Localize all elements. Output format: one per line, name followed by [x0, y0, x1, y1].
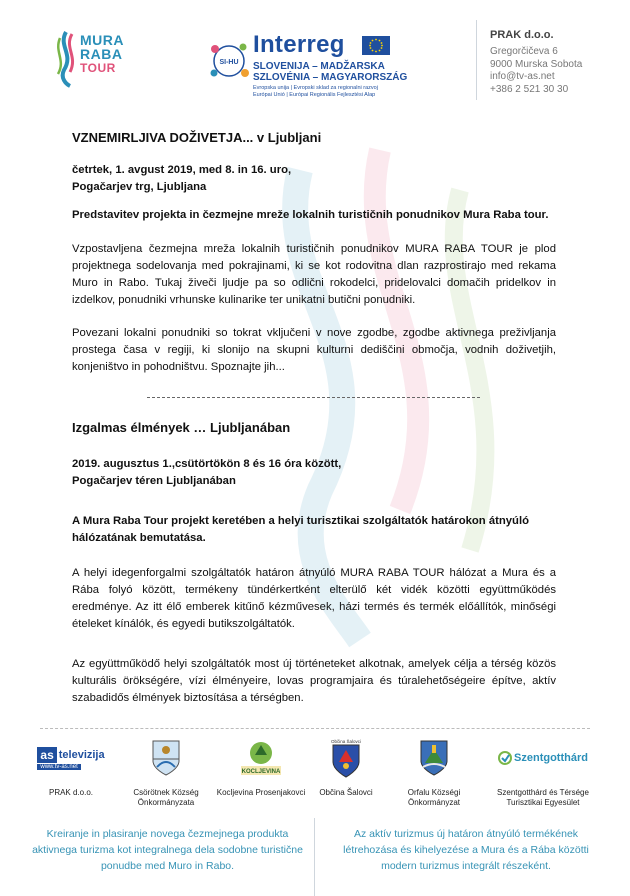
- partner-caption: PRAK d.o.o.: [48, 788, 94, 797]
- szentgotthard-logo-text: Szentgotthárd: [514, 752, 588, 764]
- slovene-date-place: [72, 162, 552, 196]
- partner-caption: Občina Šalovci: [319, 788, 373, 797]
- prak-logo-text: televizija: [58, 748, 105, 761]
- hungarian-date: 2019. augusztus 1.,csütörtökön 8 és 16 óra között,: [72, 458, 342, 470]
- hungarian-title: Izgalmas élmények … Ljubljanában: [72, 420, 291, 435]
- interreg-countries: [253, 61, 407, 83]
- orfalu-coat-of-arms-icon: [389, 738, 479, 778]
- eu-flag-icon: [362, 36, 390, 55]
- partner-caption: Orfalu Községi Önkormányzat: [407, 788, 461, 807]
- partner-szentgotthard: [493, 738, 593, 808]
- interreg-fine1: Evropska unija | Evropski sklad za regionalni razvoj: [253, 85, 378, 91]
- footer-slogan-slovene: Kreiranje in plasiranje novega čezmejnega produkta aktivnega turizma kot integralnega dela sodobne turistične ponudbe med Muro in Rabo.: [32, 828, 303, 872]
- mrt-logo-line3: TOUR: [80, 61, 116, 75]
- partner-salovci: [301, 738, 391, 798]
- company-email: info@tv-as.net: [490, 71, 555, 82]
- company-city: 9000 Murska Sobota: [490, 58, 583, 70]
- kocljevina-logo-icon: [216, 738, 306, 778]
- hungarian-lead: A Mura Raba Tour projekt keretében a helyi turisztikai szolgáltatók határokon átnyúló hálózatának bemutatása.: [72, 515, 529, 544]
- hungarian-date-place: [72, 456, 552, 490]
- footer-divider: [40, 728, 590, 729]
- interreg-title: Interreg: [253, 31, 345, 58]
- slovene-place: Pogačarjev trg, Ljubljana: [72, 181, 207, 193]
- footer-slogan-hungarian: Az aktív turizmus új határon átnyúló termékének létrehozása és kihelyezése a Mura és a Rába közötti modern turizmus integrált részeként.: [343, 828, 589, 872]
- interreg-line1: SLOVENIJA – MADŽARSKA: [253, 61, 385, 72]
- interreg-badge: SI-HU: [219, 59, 239, 66]
- mrt-logo-line1: MURA: [80, 32, 124, 48]
- partner-prak: [26, 738, 116, 798]
- hungarian-paragraph-2: Az együttműködő helyi szolgáltatók most új történeteket alkotnak, amelyek célja a térség közös kulturális örökségére, vízi élményeire, lovas programjaira és túralehetőségeire építve, aktív szabadidős élmények biztosítása a térségben.: [72, 658, 556, 704]
- slovene-date: četrtek, 1. avgust 2019, med 8. in 16. uro,: [72, 164, 292, 176]
- slovene-paragraph-2: Povezani lokalni ponudniki so tokrat vključeni v nove zgodbe, zgodbe aktivnega preživljanja prostega časa v regiji, ki slonijo na skupni kulturni dediščini območja, vodnih doživetjih, konjeništvo in pohodništvu. Spoznajte jih...: [72, 327, 556, 373]
- slovene-lead: Predstavitev projekta in čezmejne mreže lokalnih turističnih ponudnikov Mura Raba tour.: [72, 209, 549, 221]
- footer-vertical-divider: [314, 818, 315, 896]
- company-name: PRAK d.o.o.: [490, 29, 554, 41]
- partner-csorotnek: [121, 738, 211, 808]
- partner-kocljevina: [216, 738, 306, 798]
- partner-caption: Kocljevina Prosenjakovci: [216, 788, 306, 797]
- company-street: Gregorčičeva 6: [490, 46, 558, 57]
- interreg-si-hu-logo-icon: [205, 35, 260, 90]
- header-divider: [476, 20, 477, 100]
- partner-caption: Csörötnek Község Önkormányzata: [133, 788, 199, 807]
- csorotnek-coat-of-arms-icon: [121, 738, 211, 778]
- kocljevina-logo-text: KOCLJEVINA: [241, 769, 281, 775]
- prak-logo-url: www.tv-as.net: [37, 764, 80, 770]
- mrt-logo-line2: RABA: [80, 46, 123, 62]
- slovene-title: VZNEMIRLJIVA DOŽIVETJA... v Ljubljani: [72, 130, 322, 145]
- slovene-paragraph-1: Vzpostavljena čezmejna mreža lokalnih turističnih ponudnikov MURA RABA TOUR je plod projektnega sodelovanja med pokrajinami, ki se kot rodovitna dlan razprostirajo med rekama Muro in Rabo. Tukaj živeči ljudje pa so odlični rokodelci, pridelovalci domačih pridelkov in izdelkov, ponudniki vrhunske kulinarike ter unikatni butični ponudniki.: [72, 243, 556, 306]
- section-divider: [147, 397, 480, 398]
- salovci-coat-of-arms-icon: [301, 738, 391, 778]
- partner-caption: Szentgotthárd és Térsége Turisztikai Egyesület: [497, 788, 589, 807]
- company-address: [490, 46, 582, 96]
- interreg-line2: SZLOVÉNIA – MAGYARORSZÁG: [253, 72, 408, 83]
- salovci-logo-text: Občina Šalovci: [330, 739, 362, 744]
- mura-raba-tour-wordmark: [80, 33, 124, 75]
- partner-orfalu: [389, 738, 479, 808]
- interreg-fineprint: [253, 85, 378, 98]
- interreg-fine2: Európai Unió | Európai Regionális Fejlesztési Alap: [253, 91, 376, 98]
- szentgotthard-logo-icon: [493, 738, 593, 778]
- company-phone: +386 2 521 30 30: [490, 83, 569, 95]
- as-televizija-logo-icon: as televizija www.tv-as.net: [26, 738, 116, 778]
- hungarian-place: Pogačarjev téren Ljubljanában: [72, 475, 236, 487]
- hungarian-paragraph-1: A helyi idegenforgalmi szolgáltatók határon átnyúló MURA RABA TOUR hálózat a Mura és a Rába folyó között, termékeny tündérkertként elterülő két vidék közötti együttműködés eredménye. Az itt élő emberek kitűnő kézművesek, házi termés és termék előállítók, minőségi ételeket kínálók, és egyedi butikszolgáltatók.: [72, 567, 556, 630]
